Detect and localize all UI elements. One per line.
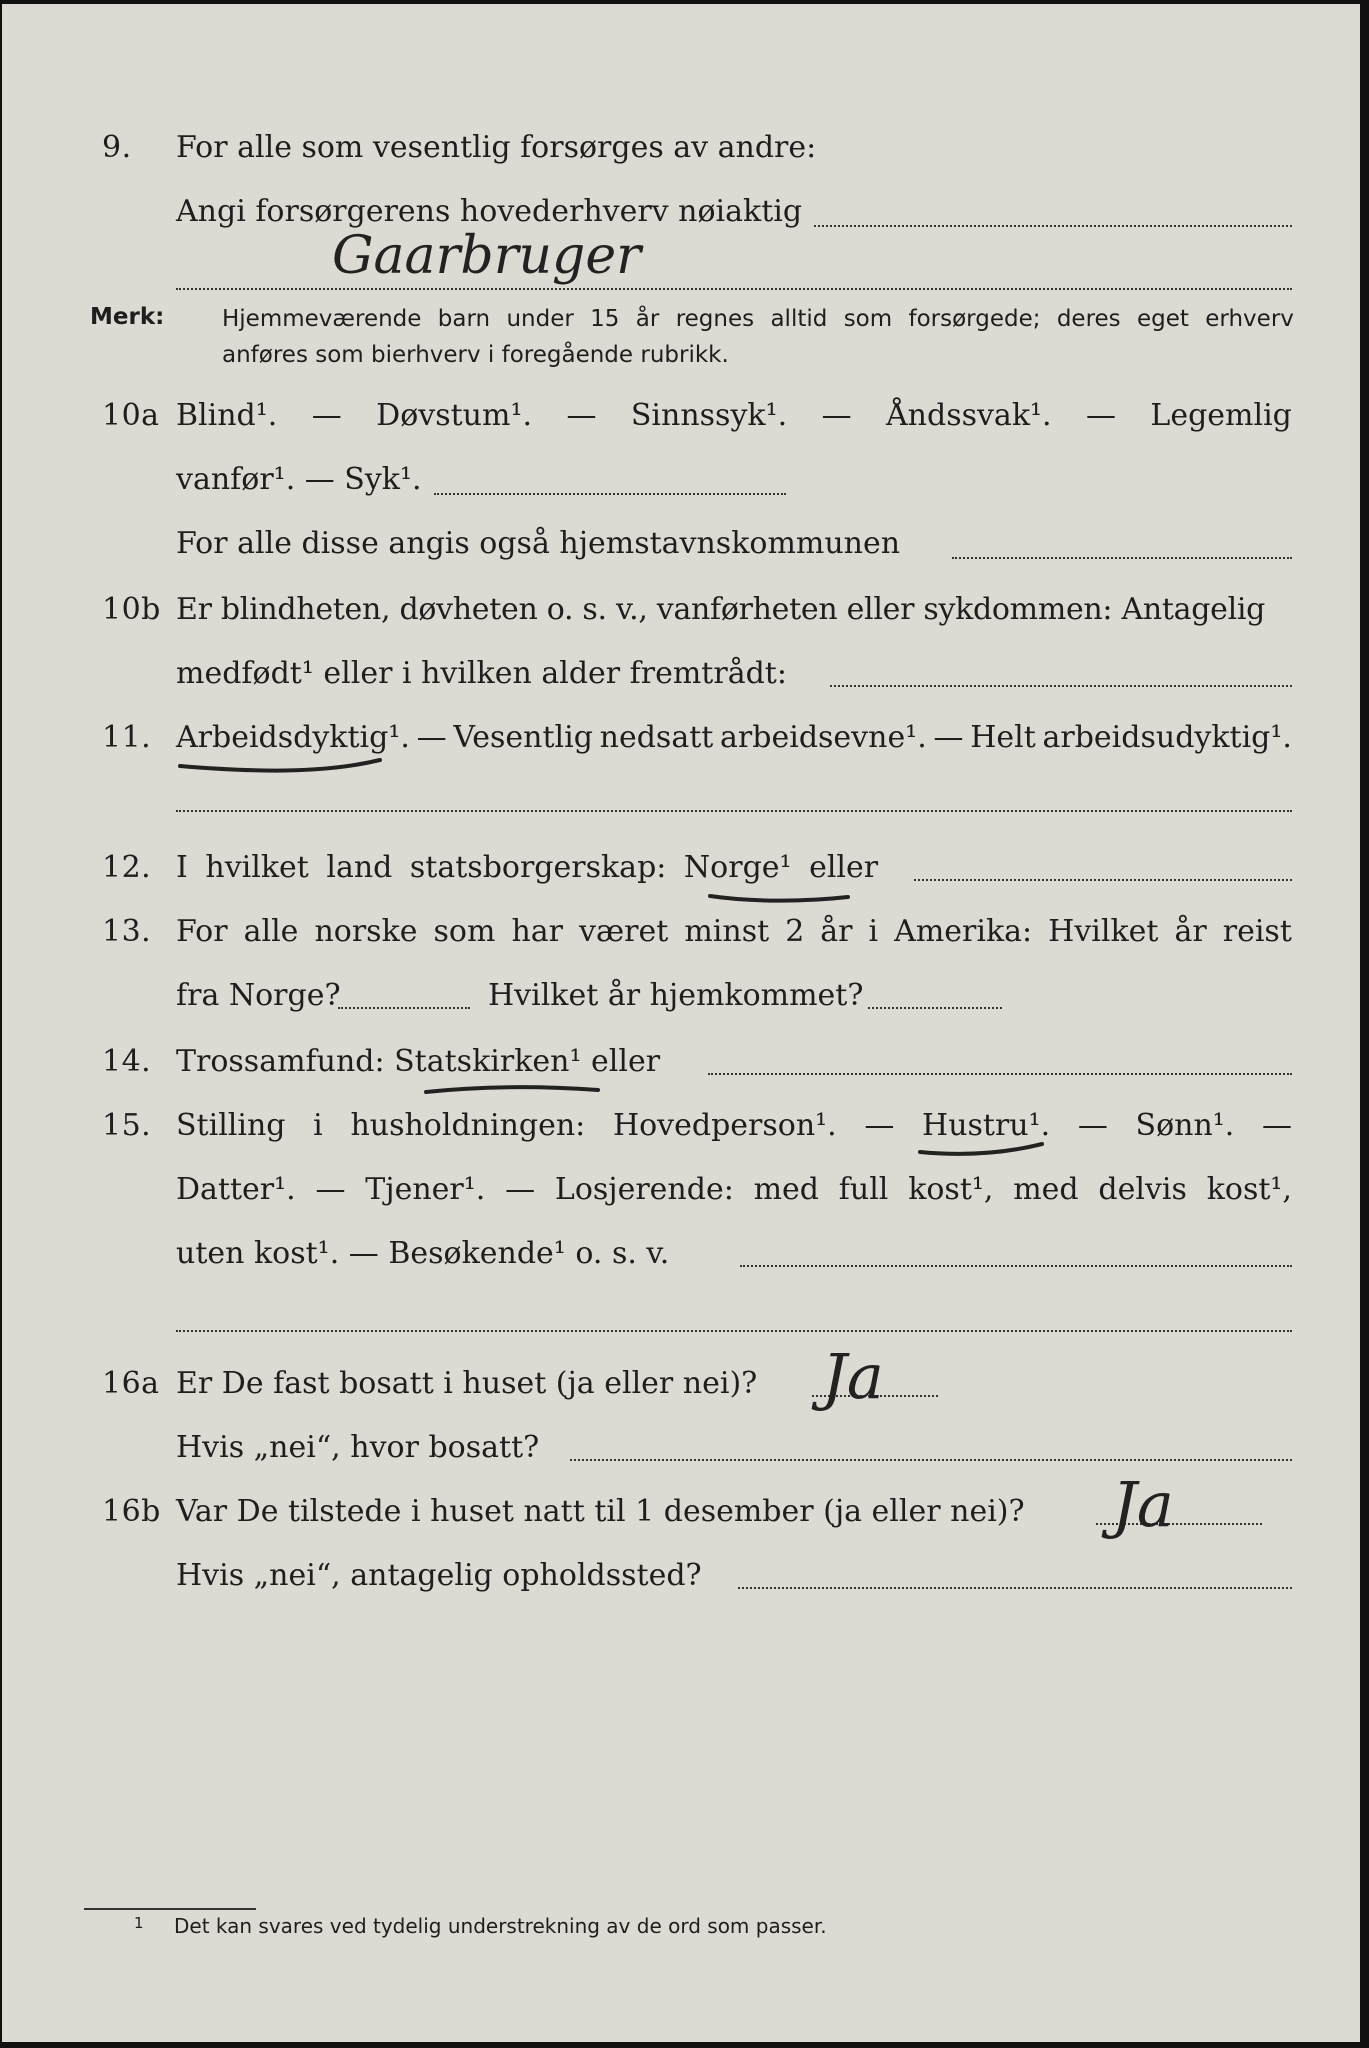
q15-word: — <box>315 1172 346 1207</box>
q10b-line-1: Er blindheten, døvheten o. s. v., vanførheten eller sykdommen: Antagelig <box>176 592 1266 627</box>
q10a-word: — <box>566 398 597 433</box>
q15-word: — <box>1262 1108 1292 1143</box>
merk-line-1 <box>222 306 1294 332</box>
q11-word: — <box>416 720 447 755</box>
q14-answer-line <box>708 1073 1292 1075</box>
census-form-page <box>2 4 1360 2042</box>
q10a-hjemstavn-line <box>952 557 1292 559</box>
item-number-16b: 16b <box>102 1494 161 1529</box>
q13-word: i <box>868 914 879 949</box>
merk-word: Hjemmeværende <box>222 306 422 332</box>
item-number-10b: 10b <box>102 592 161 627</box>
q13-word: alle <box>243 914 299 949</box>
q16b-opholdssted-line <box>738 1587 1292 1589</box>
q10a-word: Åndssvak¹. <box>886 398 1052 433</box>
q15-word: Losjerende: <box>554 1172 734 1207</box>
footnote-text: Det kan svares ved tydelig understrekning av de ord som passer. <box>174 1914 827 1938</box>
q14-line: Trossamfund: Statskirken¹ eller <box>176 1044 661 1079</box>
q10a-line-3: For alle disse angis også hjemstavnskommunen <box>176 526 901 561</box>
q16a-line-1: Er De fast bosatt i huset (ja eller nei)? <box>176 1366 758 1401</box>
q15-word: kost¹, <box>908 1172 994 1207</box>
q9-answer-line <box>814 225 1292 227</box>
q10a-answer-line <box>434 493 786 495</box>
merk-word: erhverv <box>1205 306 1294 332</box>
q10a-word: Legemlig <box>1150 398 1292 433</box>
q15-word: i <box>313 1108 323 1143</box>
q15-word: — <box>505 1172 536 1207</box>
q9-line-2: Angi forsørgerens hovederhverv nøiaktig <box>176 194 803 229</box>
merk-line-2: anføres som bierhverv i foregående rubrikk. <box>222 342 729 368</box>
q15-line-2 <box>176 1172 1292 1207</box>
item-number-15: 15. <box>102 1108 152 1143</box>
q16a-line-2: Hvis „nei“, hvor bosatt? <box>176 1430 540 1465</box>
q11-word: nedsatt <box>599 720 714 755</box>
item-number-12: 12. <box>102 850 152 885</box>
q15-word: kost¹, <box>1206 1172 1292 1207</box>
q15-word: delvis <box>1098 1172 1187 1207</box>
q13-reist-line <box>338 1007 470 1009</box>
q13-word: år <box>820 914 853 949</box>
q13-line-1 <box>176 914 1292 949</box>
q15-word: med <box>1013 1172 1079 1207</box>
q15-word: — <box>864 1108 895 1143</box>
q12-line: I hvilket land statsborgerskap: Norge¹ eller <box>176 850 879 885</box>
q15-answer-line <box>740 1265 1292 1267</box>
q13-hjemkommet-line <box>868 1007 1002 1009</box>
q10b-answer-line <box>830 685 1292 687</box>
q15-word: Stilling <box>176 1108 286 1143</box>
q10a-word: Blind¹. <box>176 398 278 433</box>
q11-word: arbeidsevne¹. <box>720 720 927 755</box>
q10a-word: — <box>1085 398 1116 433</box>
q10b-line-2: medfødt¹ eller i hvilken alder fremtrådt: <box>176 656 787 691</box>
merk-word: 15 <box>590 306 620 332</box>
q16a-bosatt-line <box>570 1459 1292 1461</box>
q10a-word: — <box>821 398 852 433</box>
q13-word: 2 <box>785 914 805 949</box>
q12-answer-line <box>914 879 1292 881</box>
footnote-mark: 1 <box>134 1914 144 1932</box>
merk-word: barn <box>437 306 491 332</box>
item-number-16a: 16a <box>102 1366 160 1401</box>
merk-word: deres <box>1056 306 1121 332</box>
q11-word: Helt <box>970 720 1036 755</box>
q13-word: reist <box>1222 914 1292 949</box>
q15-word: Datter¹. <box>176 1172 296 1207</box>
merk-word: som <box>843 306 893 332</box>
merk-word: år <box>635 306 660 332</box>
q9-line-1: For alle som vesentlig forsørges av andre: <box>176 130 817 165</box>
q13-word: norske <box>314 914 418 949</box>
item-number-11: 11. <box>102 720 152 755</box>
q15-word: Tjener¹. <box>365 1172 486 1207</box>
merk-word: eget <box>1137 306 1189 332</box>
q16b-line-1: Var De tilstede i huset natt til 1 desember (ja eller nei)? <box>176 1494 1025 1529</box>
q15-word: Hovedperson¹. <box>612 1108 837 1143</box>
q15-word: full <box>838 1172 889 1207</box>
q15-word: med <box>753 1172 819 1207</box>
merk-word: under <box>506 306 574 332</box>
q16a-handwritten-answer: Ja <box>822 1340 884 1413</box>
q11-word: arbeidsudyktig¹. <box>1042 720 1292 755</box>
q11-word: — <box>933 720 964 755</box>
q15-word: — <box>1077 1108 1108 1143</box>
q13-line-2a: fra Norge? <box>176 978 341 1013</box>
underline-statskirken <box>426 1087 598 1092</box>
q15-line-3: uten kost¹. — Besøkende¹ o. s. v. <box>176 1236 670 1271</box>
q13-word: Hvilket <box>1048 914 1159 949</box>
item-number-9: 9. <box>102 130 132 165</box>
q10a-word: — <box>311 398 342 433</box>
footnote-rule <box>84 1908 256 1910</box>
q13-word: Amerika: <box>894 914 1033 949</box>
option-hustru: Hustru¹. <box>922 1108 1051 1143</box>
option-arbeidsdyktig: Arbeidsdyktig¹. <box>176 720 410 755</box>
q13-word: har <box>511 914 564 949</box>
q13-line-2b: Hvilket år hjemkommet? <box>488 978 864 1013</box>
underline-hustru <box>920 1144 1042 1154</box>
q15-word: husholdningen: <box>350 1108 586 1143</box>
q9-handwritten-answer: Gaarbruger <box>332 226 641 286</box>
underline-arbeidsdyktig <box>180 760 380 771</box>
underline-norge <box>710 896 848 901</box>
q10a-line-2: vanfør¹. — Syk¹. <box>176 462 422 497</box>
q10a-line-1 <box>176 398 1292 433</box>
q9-answer-line-2 <box>176 288 1292 290</box>
q13-word: år <box>1174 914 1207 949</box>
merk-word: regnes <box>675 306 755 332</box>
q15-line-1 <box>176 1108 1292 1143</box>
q11-word: Vesentlig <box>453 720 593 755</box>
q15-answer-line-2 <box>176 1330 1292 1332</box>
merk-word: forsørgede; <box>908 306 1041 332</box>
merk-label: Merk: <box>90 304 165 330</box>
q15-word: Sønn¹. <box>1135 1108 1235 1143</box>
q10a-word: Døvstum¹. <box>376 398 533 433</box>
q13-word: For <box>176 914 228 949</box>
q10a-word: Sinnssyk¹. <box>630 398 788 433</box>
q16b-handwritten-answer: Ja <box>1112 1468 1174 1541</box>
q16b-line-2: Hvis „nei“, antagelig opholdssted? <box>176 1558 702 1593</box>
item-number-10a: 10a <box>102 398 160 433</box>
q13-word: som <box>433 914 496 949</box>
merk-word: alltid <box>770 306 828 332</box>
q11-answer-line <box>176 810 1292 812</box>
q13-word: været <box>579 914 669 949</box>
q13-word: minst <box>684 914 770 949</box>
item-number-13: 13. <box>102 914 152 949</box>
q11-line-1 <box>176 720 1292 755</box>
item-number-14: 14. <box>102 1044 152 1079</box>
